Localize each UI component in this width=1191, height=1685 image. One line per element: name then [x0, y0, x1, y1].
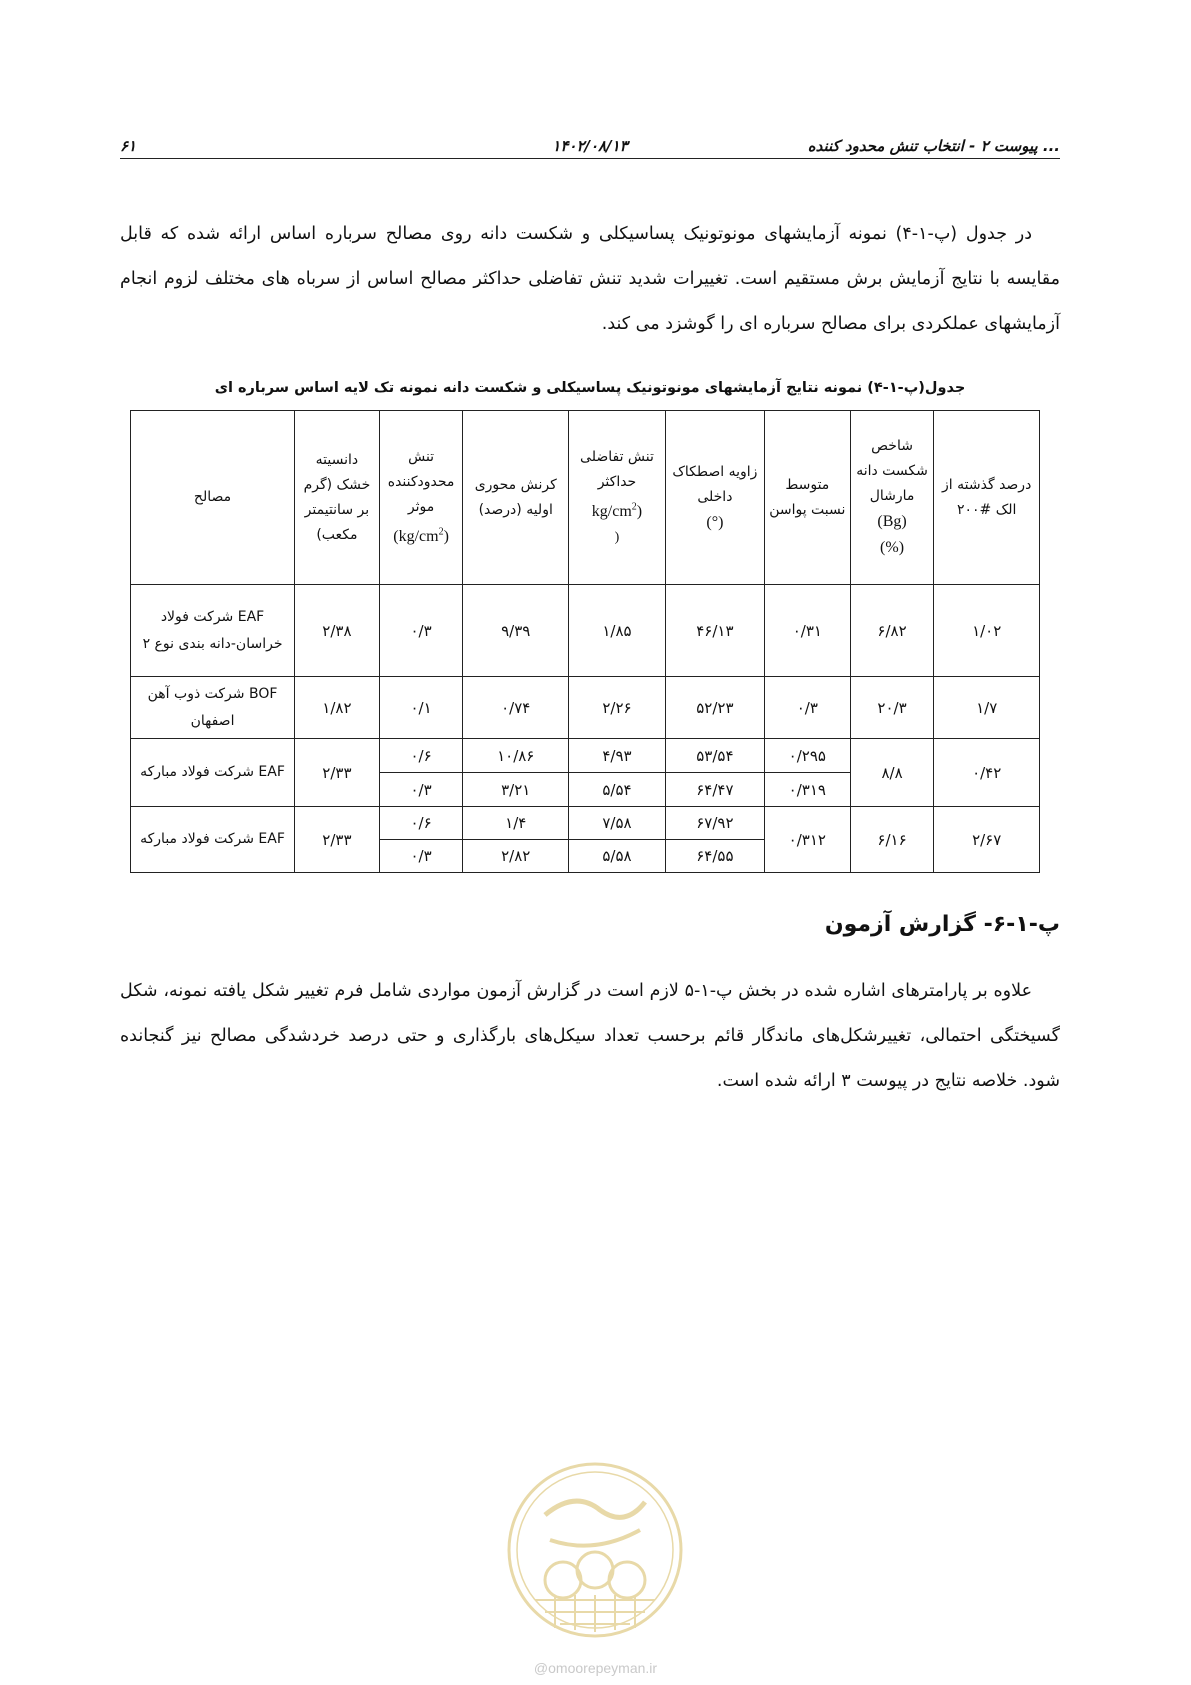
cell-deviator: ۲/۲۶: [569, 677, 666, 739]
header-passing: درصد گذشته از الک #۲۰۰: [934, 411, 1040, 585]
page-number: ۶۱: [120, 137, 137, 155]
results-table: [130, 410, 1040, 873]
intro-text: در جدول (پ-۱-۴) نمونه آزمایشهای مونوتونیک پساسیکلی و شکست دانه روی مصالح سرباره اساس ارائه شده که قابل مقایسه با نتایج آزمایش برش مستقیم است. تغییرات شدید تنش تفاضلی حداکثر مصالح اساس از سرباه های مختلف لزوم انجام آزمایشهای عملکردی برای مصالح سرباره ای را گوشزد می کند.: [120, 224, 1060, 334]
cell-strain: ۳/۲۱: [463, 773, 569, 807]
header-breakage: شاخص شکست دانه مارشال (Bg) (%): [850, 411, 934, 585]
cell-material: EAF شرکت فولاد خراسان-دانه بندی نوع ۲: [131, 585, 295, 677]
watermark: @omoorepeyman.ir: [533, 1660, 658, 1676]
cell-strain: ۰/۷۴: [463, 677, 569, 739]
cell-breakage: ۶/۱۶: [850, 807, 934, 873]
cell-strain: ۱/۴: [463, 807, 569, 840]
cell-material: BOF شرکت ذوب آهن اصفهان: [131, 677, 295, 739]
header-density: دانسیته خشک (گرم بر سانتیمتر مکعب): [295, 411, 380, 585]
cell-strain: ۲/۸۲: [463, 840, 569, 873]
cell-deviator: ۱/۸۵: [569, 585, 666, 677]
cell-density: ۲/۳۳: [295, 807, 380, 873]
cell-breakage: ۶/۸۲: [850, 585, 934, 677]
report-paragraph: [120, 969, 1060, 1104]
cell-passing: ۱/۰۲: [934, 585, 1040, 677]
cell-deviator: ۵/۵۴: [569, 773, 666, 807]
header-poisson: متوسط نسبت پواسن: [764, 411, 850, 585]
cell-material: EAF شرکت فولاد مبارکه: [131, 739, 295, 807]
cell-confining: ۰/۶: [379, 739, 463, 773]
cell-poisson: ۰/۳۱۲: [764, 807, 850, 873]
cell-density: ۲/۳۸: [295, 585, 380, 677]
cell-poisson: ۰/۳: [764, 677, 850, 739]
table-row: [131, 739, 1040, 773]
report-text: علاوه بر پارامترهای اشاره شده در بخش پ-۱-۵ لازم است در گزارش آزمون مواردی شامل فرم تغییر شکل یافته نمونه، شکل گسیختگی احتمالی، تغییرشکل‌های ماندگار قائم برحسب تعداد سیکل‌های بارگذاری و حتی درصد خردشدگی مصالح نیز گنجانده شود. خلاصه نتایج در پیوست ۳ ارائه شده است.: [120, 981, 1060, 1091]
cell-friction: ۶۷/۹۲: [665, 807, 764, 840]
cell-friction: ۶۴/۵۵: [665, 840, 764, 873]
intro-paragraph: [120, 212, 1060, 347]
cell-friction: ۵۲/۲۳: [665, 677, 764, 739]
logo-stamp-icon: [505, 1460, 685, 1640]
cell-strain: ۱۰/۸۶: [463, 739, 569, 773]
cell-breakage: ۲۰/۳: [850, 677, 934, 739]
cell-density: ۱/۸۲: [295, 677, 380, 739]
table-header-row: [131, 411, 1040, 585]
table-caption: جدول(پ-۱-۴) نمونه نتایج آزمایشهای مونوتونیک پساسیکلی و شکست دانه نمونه تک لایه اساس سرباره ای: [214, 380, 966, 396]
table-row: [131, 585, 1040, 677]
cell-passing: ۱/۷: [934, 677, 1040, 739]
cell-friction: ۴۶/۱۳: [665, 585, 764, 677]
cell-strain: ۹/۳۹: [463, 585, 569, 677]
cell-material: EAF شرکت فولاد مبارکه: [131, 807, 295, 873]
cell-density: ۲/۳۳: [295, 739, 380, 807]
cell-confining: ۰/۱: [379, 677, 463, 739]
table-row: [131, 807, 1040, 840]
header-strain: کرنش محوری اولیه (درصد): [463, 411, 569, 585]
cell-passing: ۲/۶۷: [934, 807, 1040, 873]
cell-confining: ۰/۳: [379, 773, 463, 807]
header-date: ۱۴۰۲/۰۸/۱۳: [552, 137, 628, 155]
header-material: مصالح: [131, 411, 295, 585]
cell-deviator: ۴/۹۳: [569, 739, 666, 773]
cell-friction: ۶۴/۴۷: [665, 773, 764, 807]
cell-poisson: ۰/۳۱: [764, 585, 850, 677]
header-title: پیوست ۲ - انتخاب تنش محدود کننده ...: [807, 137, 1060, 155]
header-confining: تنش محدودکننده موثر $(kg/cm^2)$: [379, 411, 463, 585]
table-row: [131, 677, 1040, 739]
cell-confining: ۰/۳: [379, 840, 463, 873]
header-deviator: تنش تفاضلی حداکثر $kg/cm^2$) (: [569, 411, 666, 585]
header-friction: زاویه اصطکاک داخلی (°): [665, 411, 764, 585]
cell-passing: ۰/۴۲: [934, 739, 1040, 807]
cell-deviator: ۷/۵۸: [569, 807, 666, 840]
cell-deviator: ۵/۵۸: [569, 840, 666, 873]
cell-confining: ۰/۳: [379, 585, 463, 677]
cell-breakage: ۸/۸: [850, 739, 934, 807]
page-header: [120, 132, 1060, 159]
cell-confining: ۰/۶: [379, 807, 463, 840]
section-title: پ-۱-۶- گزارش آزمون: [824, 912, 1060, 937]
cell-poisson: ۰/۳۱۹: [764, 773, 850, 807]
cell-friction: ۵۳/۵۴: [665, 739, 764, 773]
cell-poisson: ۰/۲۹۵: [764, 739, 850, 773]
